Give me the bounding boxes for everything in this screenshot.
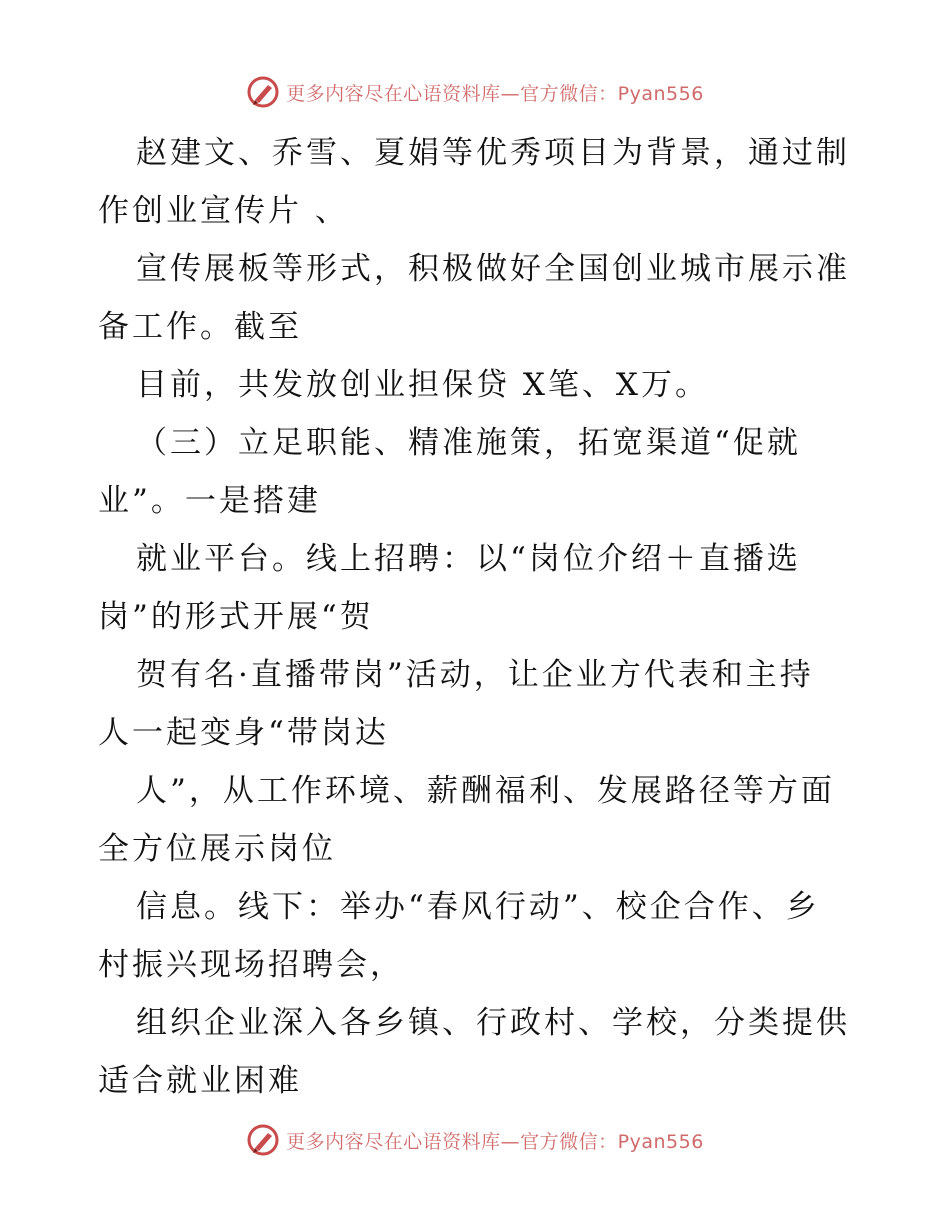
text-line: 组织企业深入各乡镇、行政村、学校，分类提供: [136, 1005, 850, 1041]
text-line: 宣传展板等形式，积极做好全国创业城市展示准: [136, 251, 850, 287]
watermark-text: 更多内容尽在心语资料库—官方微信：Pyan556: [286, 82, 704, 105]
footer-watermark: [0, 1120, 950, 1160]
text-line: 岗”的形式开展“贺: [98, 599, 374, 635]
pen-logo-icon: [246, 75, 280, 109]
text-line: 适合就业困难: [98, 1063, 302, 1099]
text-line: 就业平台。线上招聘：以“岗位介绍＋直播选: [136, 541, 801, 577]
text-line: 作创业宣传片 、: [98, 193, 349, 229]
document-body: [98, 124, 858, 1110]
text-line: （三）立足职能、精准施策，拓宽渠道“促就: [136, 425, 801, 461]
text-line: 目前，共发放创业担保贷 X笔、X万。: [136, 367, 709, 403]
text-line: 信息。线下：举办“春风行动”、校企合作、乡: [136, 889, 820, 925]
text-line: 人”，从工作环境、薪酬福利、发展路径等方面: [136, 773, 835, 809]
text-line: 备工作。截至: [98, 309, 302, 345]
text-line: 贺有名·直播带岗”活动，让企业方代表和主持: [136, 657, 814, 693]
text-line: 人一起变身“带岗达: [98, 715, 389, 751]
watermark-text: 更多内容尽在心语资料库—官方微信：Pyan556: [286, 1130, 704, 1153]
text-line: 赵建文、乔雪、夏娟等优秀项目为背景，通过制: [136, 135, 850, 171]
text-line: 全方位展示岗位: [98, 831, 336, 867]
text-line: 业”。一是搭建: [98, 483, 321, 519]
pen-logo-icon: [246, 1123, 280, 1157]
header-watermark: [0, 72, 950, 112]
text-line: 村振兴现场招聘会，: [98, 947, 404, 983]
